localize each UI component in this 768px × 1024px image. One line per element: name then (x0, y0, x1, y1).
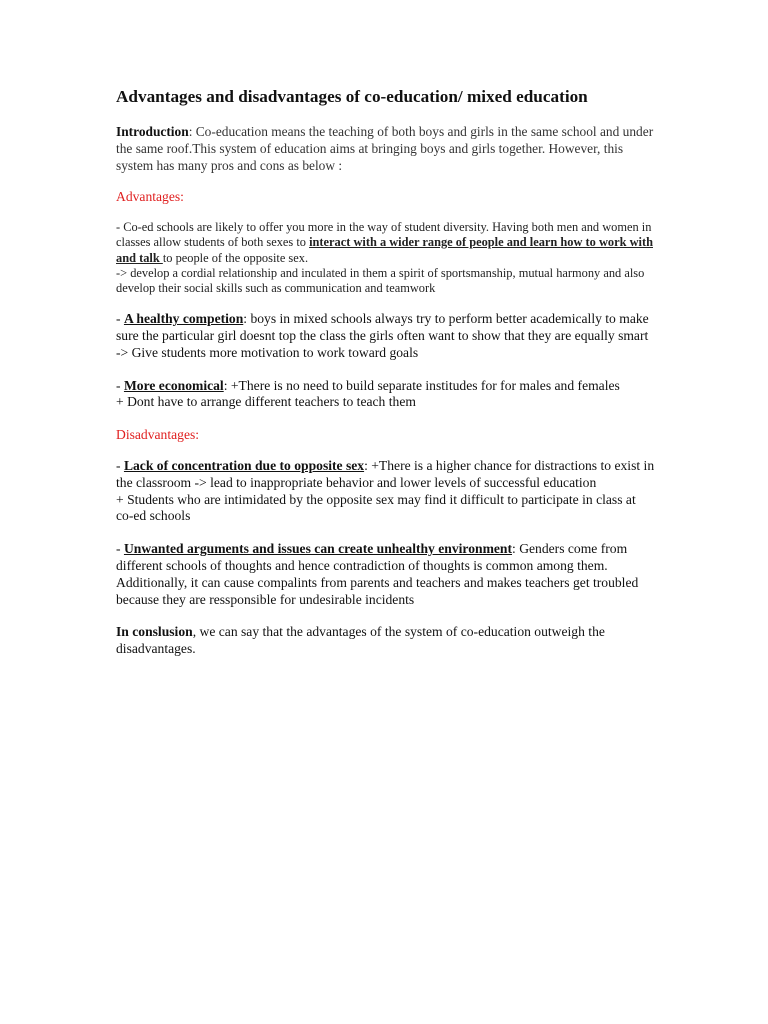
advantage-economical-text: : +There is no need to build separate institudes for for males and females (223, 377, 620, 393)
advantage-competition-title: A healthy competion (123, 311, 244, 327)
advantages-heading: Advantages: (116, 189, 184, 205)
advantage-diversity-text-1: - Co-ed schools are likely to offer you more in the way of student diversity. Having both men and women in classes allow students of both sexes to (116, 220, 652, 250)
disadvantage-concentration (116, 458, 656, 525)
advantage-economical-title: More economical (123, 377, 224, 393)
disadvantage-arguments-prefix: - (116, 541, 124, 557)
document-body (116, 86, 656, 658)
conclusion-text: , we can say that the advantages of the system of co-education outweigh the disadvantages. (116, 624, 605, 657)
advantage-competition-text: : boys in mixed schools always try to perform better academically to make sure the particular girl doesnt top the class the girls often want to show that they are equally smart -> Give students more motivation to work toward goals (116, 311, 649, 360)
disadvantage-concentration-title: Lack of concentration due to opposite sex (123, 457, 365, 473)
disadvantage-concentration-text: : +There is a higher chance for distractions to exist in the classroom -> lead to inappropriate behavior and lower levels of successful education (116, 457, 655, 490)
advantage-economical-line-2: + Dont have to arrange different teachers to teach them (116, 394, 416, 410)
conclusion-paragraph (116, 624, 656, 658)
disadvantage-arguments-text: : Genders come from different schools of thoughts and hence contradiction of thoughts is common among them. Additionally, it can cause compalints from parents and teachers and makes teachers get troubled because they are ressponsible for undesirable incidents (116, 541, 639, 607)
disadvantage-arguments-title: Unwanted arguments and issues can create unhealthy environment (123, 541, 513, 557)
introduction-paragraph (116, 124, 656, 174)
advantage-diversity (116, 220, 656, 296)
disadvantage-concentration-line-2: + Students who are intimidated by the opposite sex may find it difficult to participate in class at co-ed schools (116, 491, 636, 524)
advantage-economical (116, 378, 656, 412)
disadvantage-concentration-prefix: - (116, 457, 124, 473)
introduction-label: Introduction (116, 124, 189, 139)
advantage-competition (116, 311, 656, 361)
conclusion-label: In conslusion (116, 624, 193, 640)
advantage-diversity-line-2: -> develop a cordial relationship and inculated in them a spirit of sportsmanship, mutual harmony and also develop their social skills such as communication and teamwork (116, 265, 645, 295)
advantage-economical-prefix: - (116, 377, 124, 393)
advantage-diversity-text-2: to people of the opposite sex. (162, 250, 309, 265)
advantage-diversity-highlight: interact with a wider range of people and learn how to work with and talk (116, 235, 653, 265)
document-title: Advantages and disadvantages of co-education/ mixed education (116, 87, 588, 106)
disadvantages-heading: Disadvantages: (116, 427, 200, 443)
advantage-competition-prefix: - (116, 311, 124, 327)
disadvantage-arguments (116, 541, 656, 608)
introduction-text: : Co-education means the teaching of both boys and girls in the same school and under the same roof.This system of education aims at bringing boys and girls together. However, this system has many pros and cons as below : (116, 124, 654, 173)
